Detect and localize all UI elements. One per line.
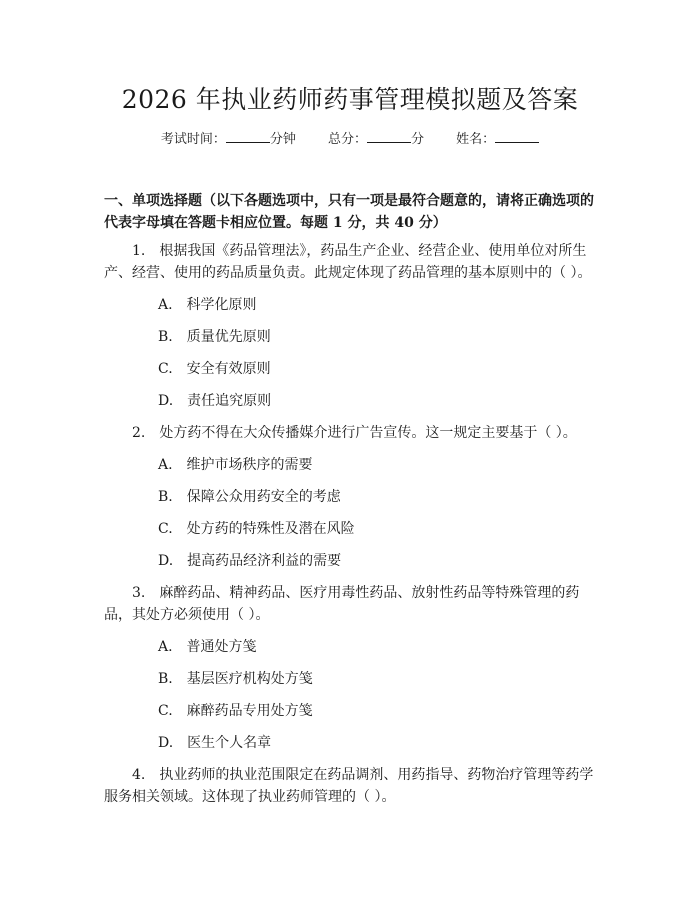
question-stem: 4. 执业药师的执业范围限定在药品调剂、用药指导、药物治疗管理等药学服务相关领域。这体现了执业药师管理的（ ）。: [104, 767, 594, 805]
section-heading: 一、单项选择题（以下各题选项中，只有一项是最符合题意的，请将正确选项的代表字母填在答题卡相应位置。每题 1 分，共 40 分）: [104, 193, 594, 231]
exam-time-label: 考试时间：: [160, 132, 226, 147]
question-stem: 2. 处方药不得在大众传播媒介进行广告宣传。这一规定主要基于（ ）。: [132, 425, 577, 441]
exam-time-field: [161, 130, 296, 150]
answer-option: A. 普通处方笺: [158, 639, 257, 655]
answer-option: B. 基层医疗机构处方笺: [158, 671, 313, 687]
total-score-label: 总分：: [327, 132, 367, 147]
document-title: 2026 年执业药师药事管理模拟题及答案: [121, 85, 579, 114]
question: [104, 582, 594, 754]
exam-info-line: [0, 130, 700, 150]
answer-option: D. 责任追究原则: [158, 393, 272, 409]
answer-option: A. 科学化原则: [158, 297, 257, 313]
answer-option: A. 维护市场秩序的需要: [158, 457, 313, 473]
total-score-unit: 分: [411, 132, 425, 147]
exam-time-blank: [226, 130, 270, 143]
answer-option: C. 麻醉药品专用处方笺: [158, 703, 313, 719]
answer-option: C. 安全有效原则: [158, 361, 271, 377]
exam-time-unit: 分钟: [269, 132, 296, 147]
answer-option: B. 质量优先原则: [158, 329, 271, 345]
answer-option: D. 医生个人名章: [158, 735, 272, 751]
question-stem: 3. 麻醉药品、精神药品、医疗用毒性药品、放射性药品等特殊管理的药品，其处方必须使用（ ）。: [104, 585, 580, 623]
answer-option: D. 提高药品经济利益的需要: [158, 553, 342, 569]
name-blank: [495, 130, 539, 143]
question: [104, 240, 594, 412]
total-score-field: [328, 130, 424, 150]
answer-option: B. 保障公众用药安全的考虑: [158, 489, 341, 505]
total-score-blank: [367, 130, 411, 143]
question: [104, 422, 594, 572]
name-field: [456, 130, 539, 150]
answer-option: C. 处方药的特殊性及潜在风险: [158, 521, 355, 537]
question-stem: 1. 根据我国《药品管理法》，药品生产企业、经营企业、使用单位对所生产、经营、使用的药品质量负责。此规定体现了药品管理的基本原则中的（ ）。: [104, 243, 592, 281]
name-label: 姓名：: [456, 132, 496, 147]
question-list: [104, 240, 594, 808]
question: [104, 764, 594, 808]
